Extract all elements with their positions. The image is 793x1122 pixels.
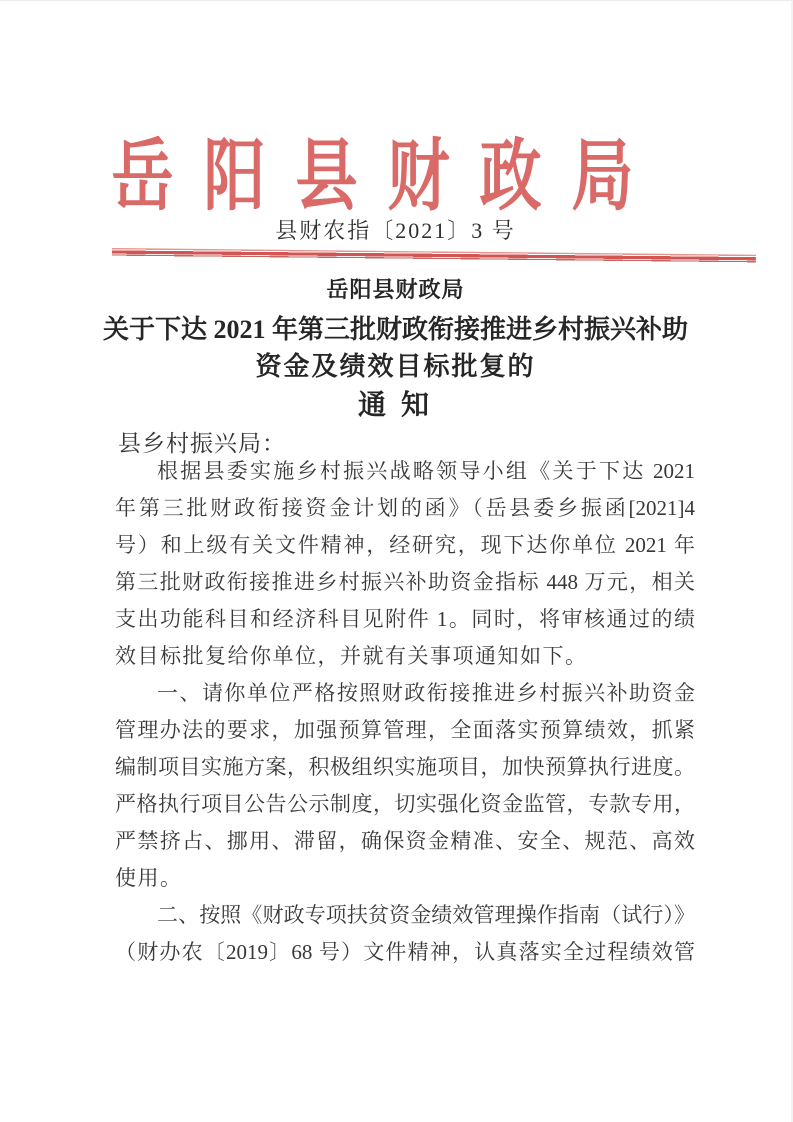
body-line: 支出功能科目和经济科目见附件 1。同时，将审核通过的绩 <box>115 607 695 631</box>
document-number: 县财农指〔2021〕3 号 <box>275 218 516 243</box>
body-line: 第三批财政衔接推进乡村振兴补助资金指标 448 万元，相关 <box>115 570 695 594</box>
body-line: 一、请你单位严格按照财政衔接推进乡村振兴补助资金 <box>157 681 695 705</box>
body-line: （财办农〔2019〕68 号）文件精神，认真落实全过程绩效管 <box>115 940 695 964</box>
agency-red-header: 岳阳县财政局 <box>111 134 664 221</box>
body-line: 编制项目实施方案，积极组织实施项目，加快预算执行进度。 <box>115 755 695 779</box>
title-notice-label: 通 知 <box>357 390 433 421</box>
body-line: 管理办法的要求，加强预算管理，全面落实预算绩效，抓紧 <box>115 718 695 742</box>
body-line: 严格执行项目公告公示制度，切实强化资金监管，专款专用， <box>115 792 695 816</box>
title-subject-line-2: 资金及绩效目标批复的 <box>255 352 536 381</box>
addressee: 县乡村振兴局： <box>118 431 286 456</box>
body-line: 号）和上级有关文件精神，经研究，现下达你单位 2021 年 <box>115 533 695 557</box>
body-line: 根据县委实施乡村振兴战略领导小组《关于下达 2021 <box>157 459 695 483</box>
document-body <box>115 453 695 971</box>
body-line: 使用。 <box>115 866 183 890</box>
title-subject-line-1: 关于下达 2021 年第三批财政衔接推进乡村振兴补助 <box>102 315 688 344</box>
body-line: 年第三批财政衔接资金计划的函》（岳县委乡振函[2021]4 <box>115 496 695 520</box>
body-line: 严禁挤占、挪用、滞留，确保资金精准、安全、规范、高效 <box>115 829 695 853</box>
red-separator-rule <box>112 248 756 264</box>
body-line: 二、按照《财政专项扶贫资金绩效管理操作指南（试行）》 <box>157 903 695 927</box>
title-agency-line: 岳阳县财政局 <box>326 277 465 302</box>
body-line: 效目标批复给你单位，并就有关事项通知如下。 <box>115 644 588 668</box>
